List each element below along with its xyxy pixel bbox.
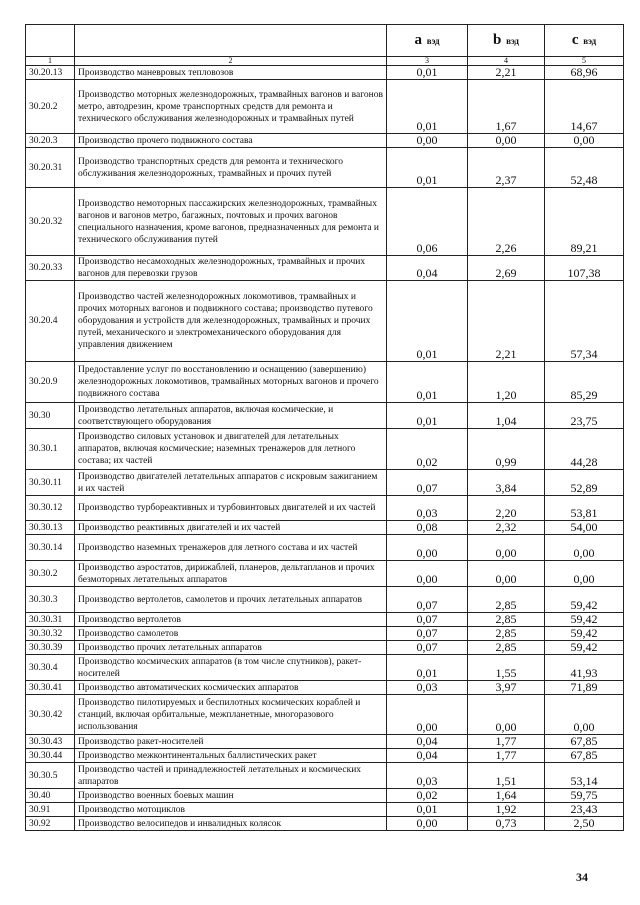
row-value-b: 0,73 [468, 817, 545, 831]
row-value-b: 1,55 [468, 655, 545, 681]
row-value-b: 0,00 [468, 134, 545, 148]
table-row [26, 681, 624, 695]
table-row [26, 256, 624, 281]
row-value-c: 85,29 [545, 362, 624, 403]
table-row [26, 362, 624, 403]
row-description: Производство летательных аппаратов, включая космические, и соответствующего оборудования [75, 403, 387, 429]
row-code: 30.20.32 [26, 188, 75, 256]
row-value-a: 0,07 [387, 641, 468, 655]
table-row [26, 470, 624, 496]
table-row [26, 587, 624, 613]
row-description: Производство транспортных средств для ремонта и технического обслуживания железнодорожных, трамвайных и прочих путей [75, 148, 387, 188]
row-value-c: 2,50 [545, 817, 624, 831]
row-description: Производство вертолетов, самолетов и прочих летательных аппаратов [75, 587, 387, 613]
row-description: Производство вертолетов [75, 613, 387, 627]
table-row [26, 429, 624, 470]
row-value-a: 0,04 [387, 749, 468, 763]
table-row [26, 134, 624, 148]
row-value-b: 2,21 [468, 281, 545, 362]
row-description: Производство прочего подвижного состава [75, 134, 387, 148]
table-row [26, 521, 624, 535]
row-value-a: 0,00 [387, 134, 468, 148]
row-description: Производство самолетов [75, 627, 387, 641]
row-value-c: 89,21 [545, 188, 624, 256]
table-row [26, 695, 624, 735]
row-value-b: 2,85 [468, 587, 545, 613]
row-code: 30.92 [26, 817, 75, 831]
table-row [26, 789, 624, 803]
table-row [26, 803, 624, 817]
row-value-b: 0,00 [468, 695, 545, 735]
row-code: 30.20.3 [26, 134, 75, 148]
row-code: 30.30.32 [26, 627, 75, 641]
row-value-a: 0,01 [387, 403, 468, 429]
row-value-a: 0,01 [387, 803, 468, 817]
row-code: 30.30.42 [26, 695, 75, 735]
row-code: 30.30.14 [26, 535, 75, 561]
row-value-a: 0,02 [387, 789, 468, 803]
row-description: Производство маневровых тепловозов [75, 66, 387, 80]
row-value-c: 54,00 [545, 521, 624, 535]
table-row [26, 817, 624, 831]
row-description: Производство космических аппаратов (в том числе спутников), ракет-носителей [75, 655, 387, 681]
row-value-b: 1,20 [468, 362, 545, 403]
row-description: Производство несамоходных железнодорожных, трамвайных и прочих вагонов для перевозки грузов [75, 256, 387, 281]
row-value-c: 53,81 [545, 496, 624, 521]
row-value-a: 0,07 [387, 627, 468, 641]
row-value-b: 2,37 [468, 148, 545, 188]
row-code: 30.20.13 [26, 66, 75, 80]
row-code: 30.30.3 [26, 587, 75, 613]
row-code: 30.20.33 [26, 256, 75, 281]
row-value-c: 23,75 [545, 403, 624, 429]
row-description: Производство аэростатов, дирижаблей, планеров, дельтапланов и прочих безмоторных летательных аппаратов [75, 561, 387, 587]
row-value-a: 0,00 [387, 695, 468, 735]
row-code: 30.30.1 [26, 429, 75, 470]
row-description: Производство реактивных двигателей и их частей [75, 521, 387, 535]
row-value-c: 52,48 [545, 148, 624, 188]
row-value-c: 41,93 [545, 655, 624, 681]
row-value-c: 52,89 [545, 470, 624, 496]
row-code: 30.30.13 [26, 521, 75, 535]
row-code: 30.40 [26, 789, 75, 803]
row-code: 30.30.39 [26, 641, 75, 655]
row-code: 30.30.44 [26, 749, 75, 763]
row-code: 30.20.9 [26, 362, 75, 403]
row-code: 30.30.41 [26, 681, 75, 695]
row-value-c: 59,75 [545, 789, 624, 803]
row-value-b: 2,85 [468, 613, 545, 627]
row-value-c: 59,42 [545, 587, 624, 613]
row-value-c: 53,14 [545, 763, 624, 789]
row-value-b: 0,00 [468, 561, 545, 587]
row-description: Производство мотоциклов [75, 803, 387, 817]
row-value-c: 68,96 [545, 66, 624, 80]
row-description: Производство межконтинентальных баллистических ракет [75, 749, 387, 763]
row-code: 30.30.2 [26, 561, 75, 587]
row-value-b: 3,97 [468, 681, 545, 695]
header-empty-code [26, 25, 75, 57]
row-code: 30.30 [26, 403, 75, 429]
row-description: Производство немоторных пассажирских железнодорожных, трамвайных вагонов и вагонов метро, багажных, почтовых и прочих вагонов специального назначения, кроме вагонов, предназначенных для ремонта и технического обслуживания путей [75, 188, 387, 256]
row-value-b: 3,84 [468, 470, 545, 496]
row-value-b: 2,85 [468, 641, 545, 655]
row-value-b: 1,77 [468, 735, 545, 749]
row-value-b: 2,85 [468, 627, 545, 641]
row-description: Производство частей и принадлежностей летательных и космических аппаратов [75, 763, 387, 789]
row-description: Предоставление услуг по восстановлению и оснащению (завершению) железнодорожных локомотивов, трамвайных моторных вагонов и прочего подвижного состава [75, 362, 387, 403]
column-number: 4 [468, 57, 545, 66]
column-number: 2 [75, 57, 387, 66]
table-row [26, 535, 624, 561]
row-value-b: 1,04 [468, 403, 545, 429]
table-row [26, 641, 624, 655]
row-value-a: 0,03 [387, 496, 468, 521]
row-value-b: 2,26 [468, 188, 545, 256]
row-value-a: 0,04 [387, 735, 468, 749]
row-description: Производство автоматических космических аппаратов [75, 681, 387, 695]
row-value-a: 0,00 [387, 561, 468, 587]
row-code: 30.20.31 [26, 148, 75, 188]
row-value-c: 0,00 [545, 134, 624, 148]
row-description: Производство двигателей летательных аппаратов с искровым зажиганием и их частей [75, 470, 387, 496]
page-number: 34 [576, 870, 588, 884]
row-value-a: 0,03 [387, 763, 468, 789]
table-row [26, 561, 624, 587]
row-value-b: 2,32 [468, 521, 545, 535]
row-value-c: 67,85 [545, 749, 624, 763]
row-value-a: 0,08 [387, 521, 468, 535]
row-code: 30.91 [26, 803, 75, 817]
row-value-b: 2,20 [468, 496, 545, 521]
table-row [26, 763, 624, 789]
column-number-row [26, 57, 624, 66]
row-value-c: 14,67 [545, 80, 624, 134]
row-value-a: 0,01 [387, 66, 468, 80]
row-value-a: 0,01 [387, 148, 468, 188]
row-description: Производство велосипедов и инвалидных колясок [75, 817, 387, 831]
table-row [26, 66, 624, 80]
row-value-a: 0,01 [387, 655, 468, 681]
row-code: 30.30.31 [26, 613, 75, 627]
row-value-b: 2,69 [468, 256, 545, 281]
row-value-b: 0,00 [468, 535, 545, 561]
table-row [26, 80, 624, 134]
row-code: 30.30.11 [26, 470, 75, 496]
row-value-c: 71,89 [545, 681, 624, 695]
row-description: Производство военных боевых машин [75, 789, 387, 803]
row-value-c: 59,42 [545, 613, 624, 627]
table-row [26, 148, 624, 188]
table-row [26, 627, 624, 641]
row-value-a: 0,00 [387, 535, 468, 561]
row-code: 30.30.4 [26, 655, 75, 681]
row-value-a: 0,01 [387, 281, 468, 362]
row-value-a: 0,07 [387, 470, 468, 496]
row-code: 30.20.2 [26, 80, 75, 134]
header-col-a: a вэд [387, 25, 468, 57]
row-value-c: 23,43 [545, 803, 624, 817]
row-value-a: 0,00 [387, 817, 468, 831]
row-description: Производство частей железнодорожных локомотивов, трамвайных и прочих моторных вагонов и подвижного состава; производство путевого оборудования и устройств для железнодорожных, трамвайных и прочих путей, механического и электромеханического оборудования для управления движением [75, 281, 387, 362]
row-value-c: 59,42 [545, 641, 624, 655]
row-value-b: 0,99 [468, 429, 545, 470]
row-value-a: 0,06 [387, 188, 468, 256]
table-row [26, 496, 624, 521]
row-description: Производство наземных тренажеров для летного состава и их частей [75, 535, 387, 561]
table-row [26, 403, 624, 429]
header-row [26, 25, 624, 57]
table-row [26, 613, 624, 627]
row-code: 30.20.4 [26, 281, 75, 362]
row-value-b: 2,21 [468, 66, 545, 80]
column-number: 5 [545, 57, 624, 66]
header-empty-desc [75, 25, 387, 57]
row-value-c: 107,38 [545, 256, 624, 281]
row-code: 30.30.12 [26, 496, 75, 521]
row-description: Производство силовых установок и двигателей для летательных аппаратов, включая космические; наземных тренажеров для летного состава; их частей [75, 429, 387, 470]
row-value-a: 0,03 [387, 681, 468, 695]
row-value-a: 0,07 [387, 587, 468, 613]
row-value-c: 67,85 [545, 735, 624, 749]
row-value-a: 0,07 [387, 613, 468, 627]
header-col-c: c вэд [545, 25, 624, 57]
row-value-a: 0,02 [387, 429, 468, 470]
column-number: 1 [26, 57, 75, 66]
row-value-c: 0,00 [545, 561, 624, 587]
row-value-b: 1,51 [468, 763, 545, 789]
row-value-c: 44,28 [545, 429, 624, 470]
row-value-c: 0,00 [545, 535, 624, 561]
table-row [26, 655, 624, 681]
column-number: 3 [387, 57, 468, 66]
row-value-a: 0,04 [387, 256, 468, 281]
table-row [26, 735, 624, 749]
table-row [26, 281, 624, 362]
row-description: Производство ракет-носителей [75, 735, 387, 749]
row-description: Производство турбореактивных и турбовинтовых двигателей и их частей [75, 496, 387, 521]
row-code: 30.30.43 [26, 735, 75, 749]
row-value-b: 1,77 [468, 749, 545, 763]
row-value-b: 1,64 [468, 789, 545, 803]
row-value-a: 0,01 [387, 362, 468, 403]
row-description: Производство пилотируемых и беспилотных космических кораблей и станций, включая орбитальные, межпланетные, многоразового использования [75, 695, 387, 735]
row-value-c: 0,00 [545, 695, 624, 735]
row-description: Производство моторных железнодорожных, трамвайных вагонов и вагонов метро, автодрезин, кроме транспортных средств для ремонта и технического обслуживания железнодорожных и трамвайных путей [75, 80, 387, 134]
row-value-c: 57,34 [545, 281, 624, 362]
table-row [26, 749, 624, 763]
row-description: Производство прочих летательных аппаратов [75, 641, 387, 655]
row-value-a: 0,01 [387, 80, 468, 134]
coefficients-table [25, 24, 624, 831]
row-value-c: 59,42 [545, 627, 624, 641]
row-value-b: 1,92 [468, 803, 545, 817]
row-code: 30.30.5 [26, 763, 75, 789]
header-col-b: b вэд [468, 25, 545, 57]
table-body [26, 66, 624, 831]
table-row [26, 188, 624, 256]
row-value-b: 1,67 [468, 80, 545, 134]
